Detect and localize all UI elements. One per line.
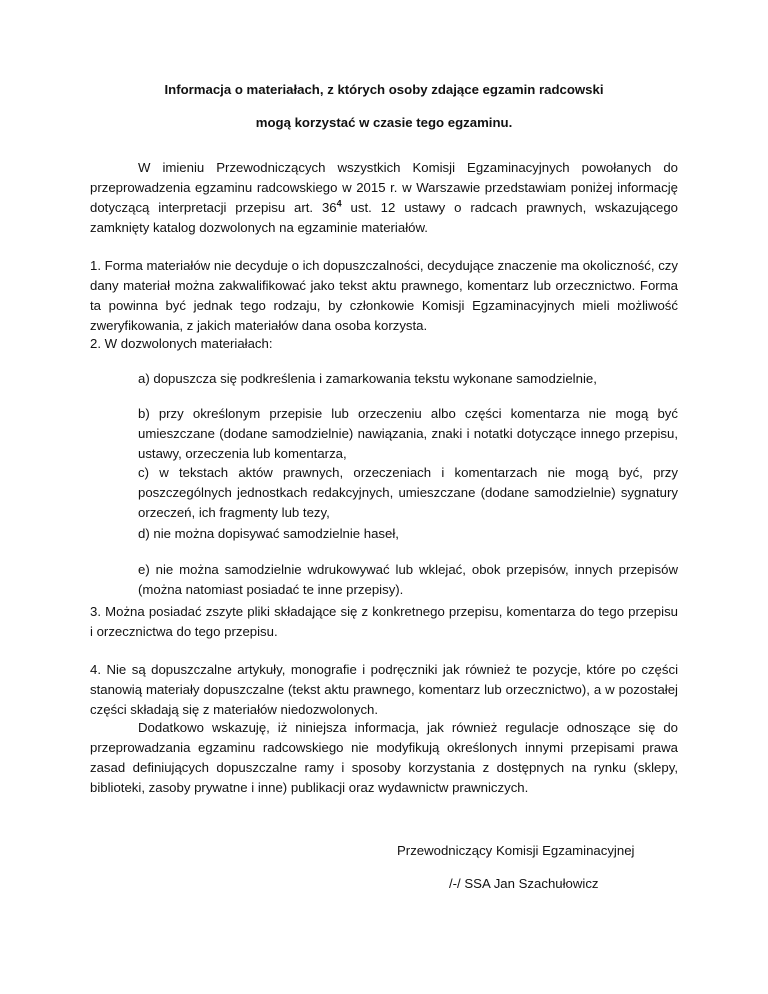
point-2-item-d: d) nie można dopisywać samodzielnie haseł, <box>138 526 399 541</box>
signature-name: /-/ SSA Jan Szachułowicz <box>449 876 599 891</box>
document-title-line-1: Informacja o materiałach, z których osoby zdające egzamin radcowski <box>164 82 604 97</box>
point-2-item-e: e) nie można samodzielnie wdrukowywać lub wklejać, obok przepisów, innych przepisów (można natomiast posiadać te inne przepisy). <box>138 562 678 597</box>
point-2-heading: 2. W dozwolonych materiałach: <box>90 336 273 351</box>
intro-text-end: ust. 12 ustawy o radcach prawnych, wskazującego zamknięty katalog dozwolonych na egzaminie materiałów. <box>90 200 678 235</box>
point-3-paragraph: 3. Można posiadać zszyte pliki składające się z konkretnego przepisu, komentarza do tego przepisu i orzecznictwa do tego przepisu. <box>90 604 678 639</box>
intro-text-start: W imieniu Przewodniczących wszystkich Komisji Egzaminacyjnych powołanych do przeprowadzenia egzaminu radcowskiego w 2015 r. w Warszawie przedstawiam poniżej informację dotyczącą interpretacji przepisu art. 36 <box>90 160 678 215</box>
point-2-item-b: b) przy określonym przepisie lub orzeczeniu albo części komentarza nie mogą być umieszczane (dodane samodzielnie) nawiązania, znaki i notatki dotyczące innego przepisu, ustawy, orzeczenia lub komentarza, <box>138 406 678 461</box>
point-2-item-c: c) w tekstach aktów prawnych, orzeczeniach i komentarzach nie mogą być, przy poszczególnych jednostkach redakcyjnych, umieszczane (dodane samodzielnie) sygnatury orzeczeń, ich fragmenty lub tezy, <box>138 465 678 520</box>
intro-superscript: 4 <box>336 198 342 209</box>
point-1-paragraph: 1. Forma materiałów nie decyduje o ich dopuszczalności, decydujące znaczenie ma okoliczność, czy dany materiał można zakwalifikować jako tekst aktu prawnego, komentarz lub orzecznictwo. Forma ta powinna być jednak tego rodzaju, by członkowie Komisji Egzaminacyjnych mieli możliwość zweryfikowania, z jakich materiałów dana osoba korzysta. <box>90 258 678 333</box>
signature-title: Przewodniczący Komisji Egzaminacyjnej <box>397 843 635 858</box>
point-4-paragraph: 4. Nie są dopuszczalne artykuły, monografie i podręczniki jak również te pozycje, które po części stanowią materiały dopuszczalne (tekst aktu prawnego, komentarz lub orzecznictwo), a w pozostałej części składają się z materiałów niedozwolonych. <box>90 662 678 717</box>
document-title-line-2: mogą korzystać w czasie tego egzaminu. <box>255 115 513 130</box>
point-2-item-a: a) dopuszcza się podkreślenia i zamarkowania tekstu wykonane samodzielnie, <box>138 371 597 386</box>
closing-paragraph: Dodatkowo wskazuję, iż niniejsza informacja, jak również regulacje odnoszące się do przeprowadzania egzaminu radcowskiego nie modyfikują określonych innymi przepisami prawa zasad definiujących dopuszczalne ramy i sposoby korzystania z dostępnych na rynku (sklepy, biblioteki, zasoby prywatne i inne) publikacji oraz wydawnictw prawniczych. <box>90 720 678 795</box>
intro-paragraph <box>90 158 678 238</box>
